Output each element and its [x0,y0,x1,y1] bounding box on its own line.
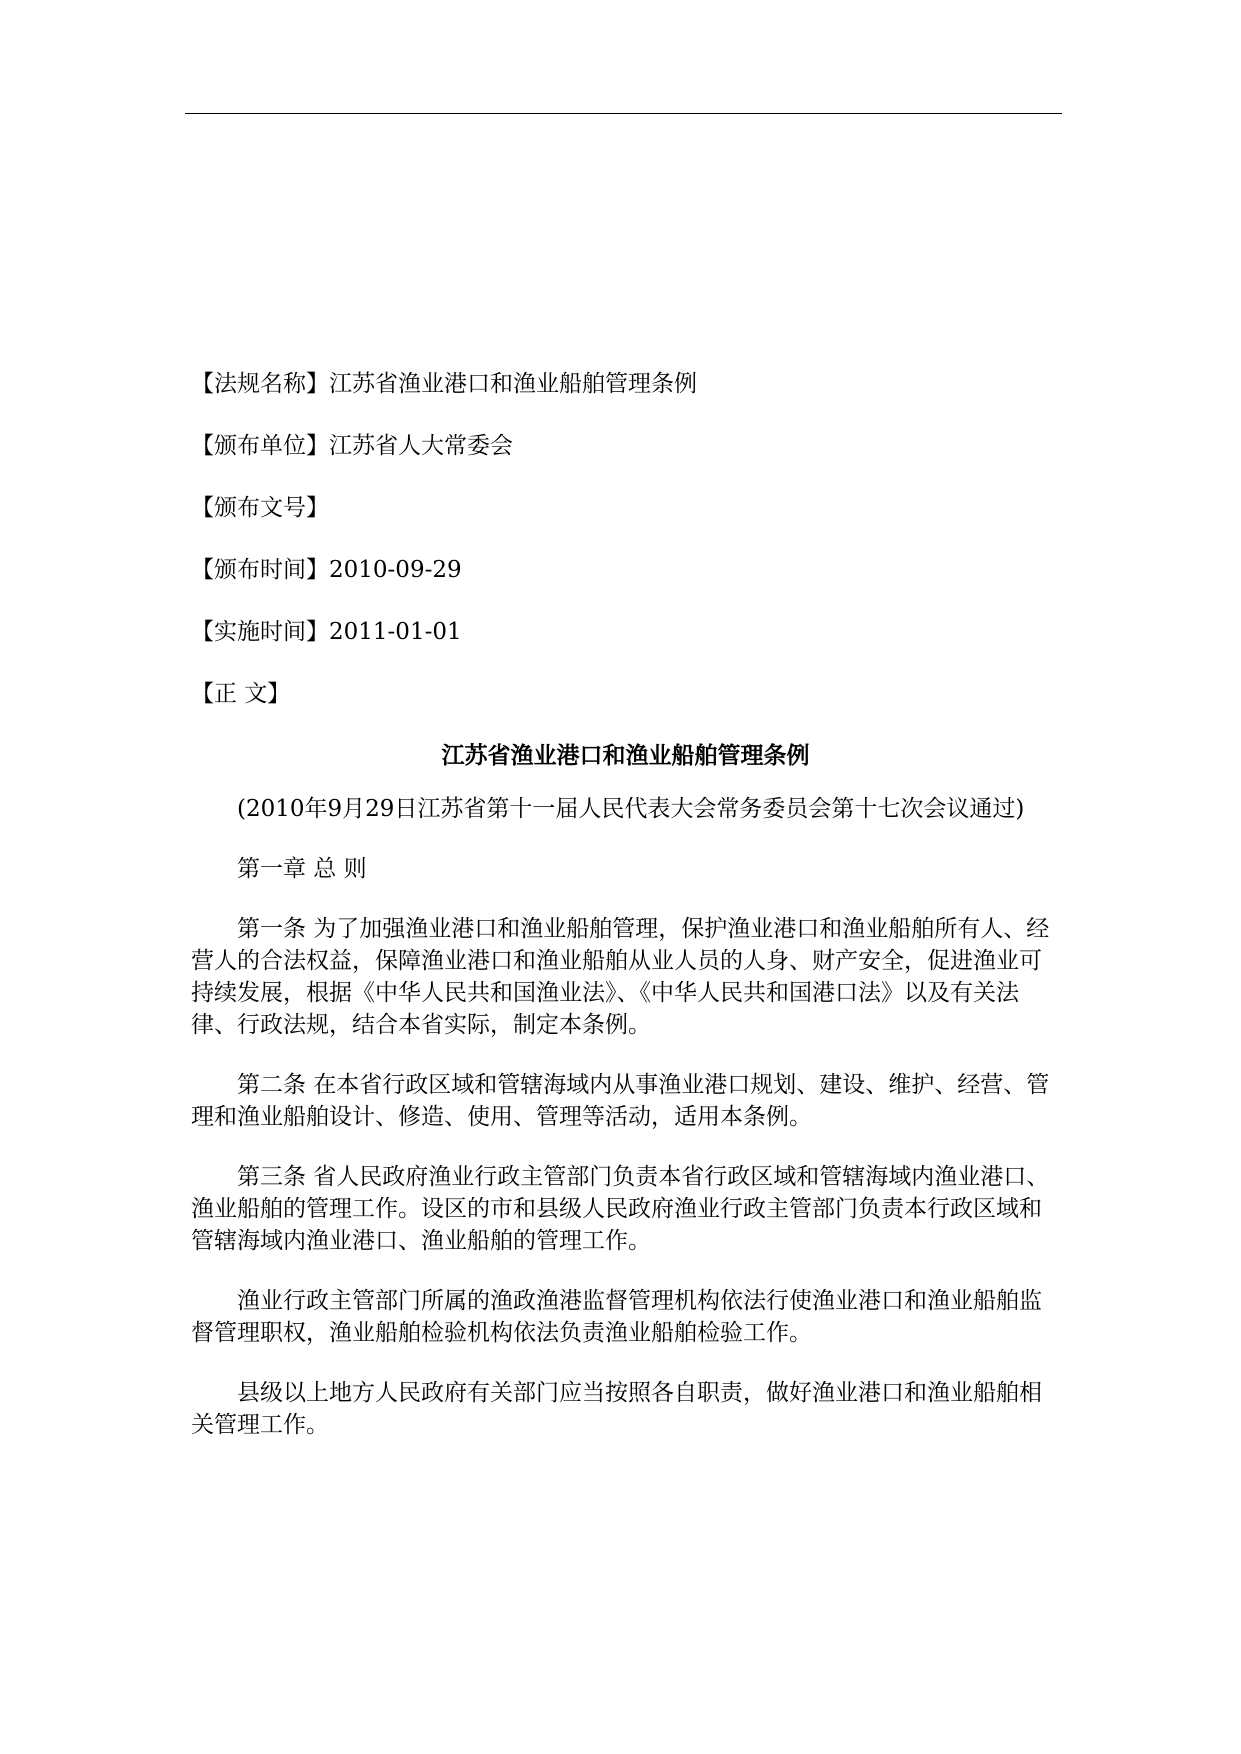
meta-effective-date [191,612,1060,674]
meta-document-number [191,488,1060,550]
header-rule [185,113,1062,114]
meta-label: 【颁布单位】 [191,433,329,459]
meta-body-text-heading [191,674,1060,736]
chapter-heading: 第一章 总 则 [237,856,367,882]
meta-value: 2010-09-29 [329,557,462,583]
meta-issue-date [191,550,1060,612]
meta-law-name [191,364,1060,426]
meta-label: 【颁布文号】 [191,495,329,521]
meta-label: 【实施时间】 [191,619,329,645]
document-title: 江苏省渔业港口和渔业船舶管理条例 [441,742,810,769]
meta-label: 【颁布时间】 [191,557,329,583]
article-3-paragraph-2: 渔业行政主管部门所属的渔政渔港监督管理机构依法行使渔业港口和渔业船舶监督管理职权，渔业船舶检验机构依法负责渔业船舶检验工作。 [191,1288,1042,1346]
article-2: 第二条 在本省行政区域和管辖海域内从事渔业港口规划、建设、维护、经营、管理和渔业船舶设计、修造、使用、管理等活动，适用本条例。 [191,1072,1050,1130]
meta-label: 【正 文】 [191,681,291,707]
meta-label: 【法规名称】 [191,371,329,397]
article-3: 第三条 省人民政府渔业行政主管部门负责本省行政区域和管辖海域内渔业港口、渔业船舶的管理工作。设区的市和县级人民政府渔业行政主管部门负责本行政区域和管辖海域内渔业港口、渔业船舶的管理工作。 [191,1164,1050,1254]
meta-issuing-body [191,426,1060,488]
adoption-note: (2010年9月29日江苏省第十一届人民代表大会常务委员会第十七次会议通过) [237,796,1025,822]
meta-value: 江苏省渔业港口和渔业船舶管理条例 [329,371,697,397]
meta-value: 2011-01-01 [329,619,462,645]
meta-value: 江苏省人大常委会 [329,433,513,459]
article-3-paragraph-3: 县级以上地方人民政府有关部门应当按照各自职责，做好渔业港口和渔业船舶相关管理工作。 [191,1380,1042,1438]
document-body [191,364,1060,1469]
article-1: 第一条 为了加强渔业港口和渔业船舶管理，保护渔业港口和渔业船舶所有人、经营人的合法权益，保障渔业港口和渔业船舶从业人员的人身、财产安全，促进渔业可持续发展，根据《中华人民共和国渔业法》、《中华人民共和国港口法》以及有关法律、行政法规，结合本省实际，制定本条例。 [191,916,1050,1038]
